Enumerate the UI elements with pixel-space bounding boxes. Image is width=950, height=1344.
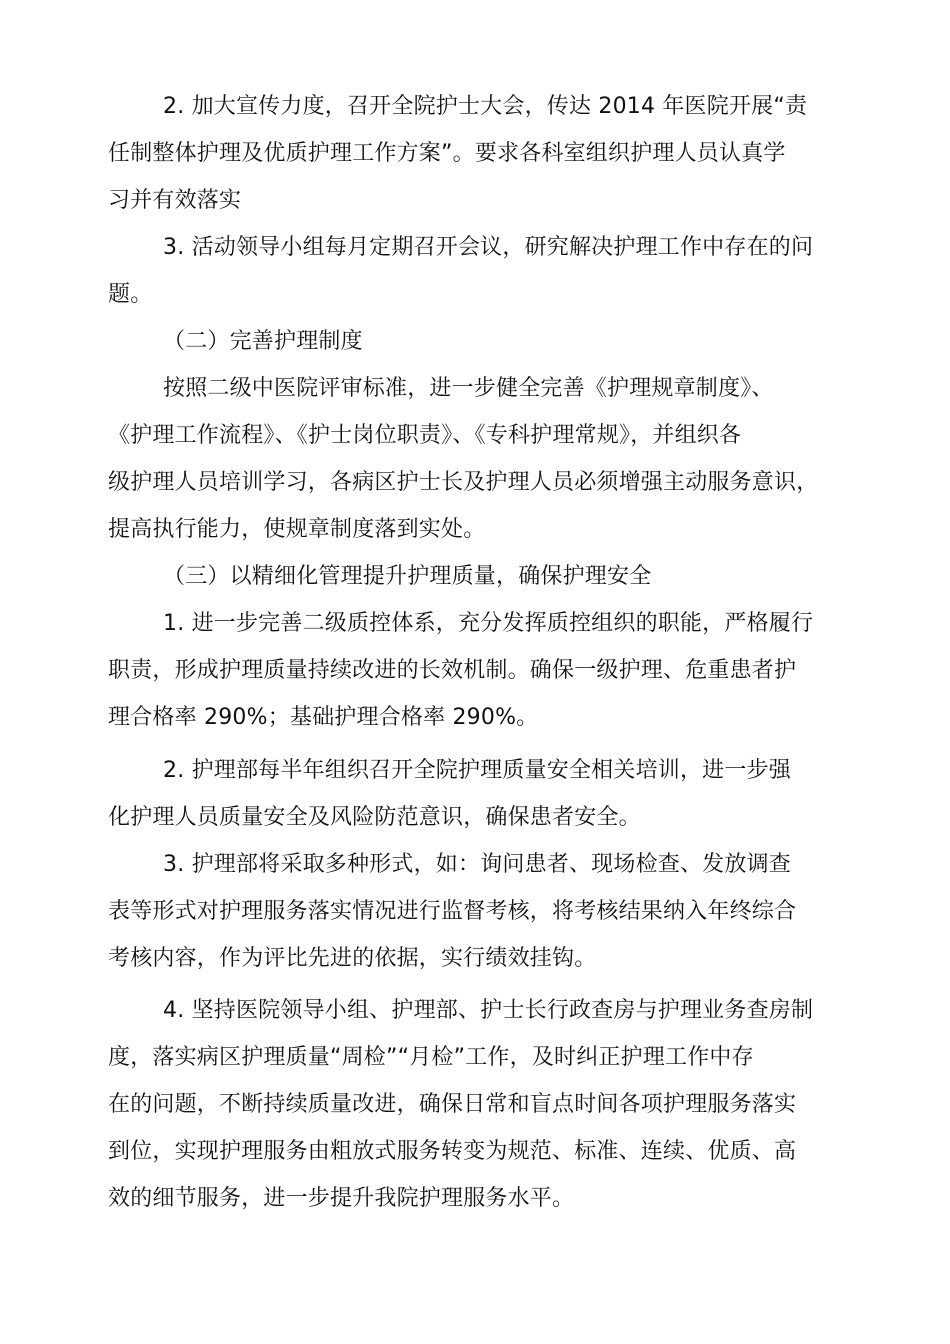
text-line: 习并有效落实 [108, 188, 242, 213]
text-line: 2. 加大宣传力度，召开全院护士大会，传达 2014 年医院开展“责 [163, 94, 808, 119]
text-line: 《护理工作流程》、《护士岗位职责》、《专科护理常规》，并组织各 [108, 423, 742, 448]
text-line: 到位，实现护理服务由粗放式服务转变为规范、标准、连续、优质、高 [108, 1139, 797, 1164]
text-line: 按照二级中医院评审标准，进一步健全完善《护理规章制度》、 [163, 376, 774, 401]
section-heading: （二）完善护理制度 [163, 329, 363, 354]
text-line: 3. 护理部将采取多种形式，如：询问患者、现场检查、发放调查 [163, 852, 791, 877]
text-line: 3. 活动领导小组每月定期召开会议，研究解决护理工作中存在的问 [163, 235, 814, 260]
text-line: 职责，形成护理质量持续改进的长效机制。确保一级护理、危重患者护 [108, 658, 797, 683]
text-line: 表等形式对护理服务落实情况进行监督考核，将考核结果纳入年终综合 [108, 899, 797, 924]
text-line: 效的细节服务，进一步提升我院护理服务水平。 [108, 1186, 575, 1211]
text-line: 度，落实病区护理质量“周检”“月检”工作，及时纠正护理工作中存 [108, 1045, 754, 1070]
text-line: 化护理人员质量安全及风险防范意识，确保患者安全。 [108, 805, 641, 830]
text-line: 提高执行能力，使规章制度落到实处。 [108, 517, 486, 542]
text-line: 4. 坚持医院领导小组、护理部、护士长行政查房与护理业务查房制 [163, 998, 814, 1023]
text-line: 级护理人员培训学习，各病区护士长及护理人员必须增强主动服务意识， [108, 470, 819, 495]
text-line: 考核内容，作为评比先进的依据，实行绩效挂钩。 [108, 946, 597, 971]
text-line: 1. 进一步完善二级质控体系，充分发挥质控组织的职能，严格履行 [163, 611, 814, 636]
text-line: 题。 [108, 282, 153, 307]
section-heading: （三）以精细化管理提升护理质量，确保护理安全 [163, 564, 652, 589]
text-line: 任制整体护理及优质护理工作方案”。要求各科室组织护理人员认真学 [108, 141, 786, 166]
text-line: 理合格率 290%；基础护理合格率 290%。 [108, 705, 539, 730]
text-line: 2. 护理部每半年组织召开全院护理质量安全相关培训，进一步强 [163, 758, 791, 783]
text-line: 在的问题，不断持续质量改进，确保日常和盲点时间各项护理服务落实 [108, 1092, 797, 1117]
